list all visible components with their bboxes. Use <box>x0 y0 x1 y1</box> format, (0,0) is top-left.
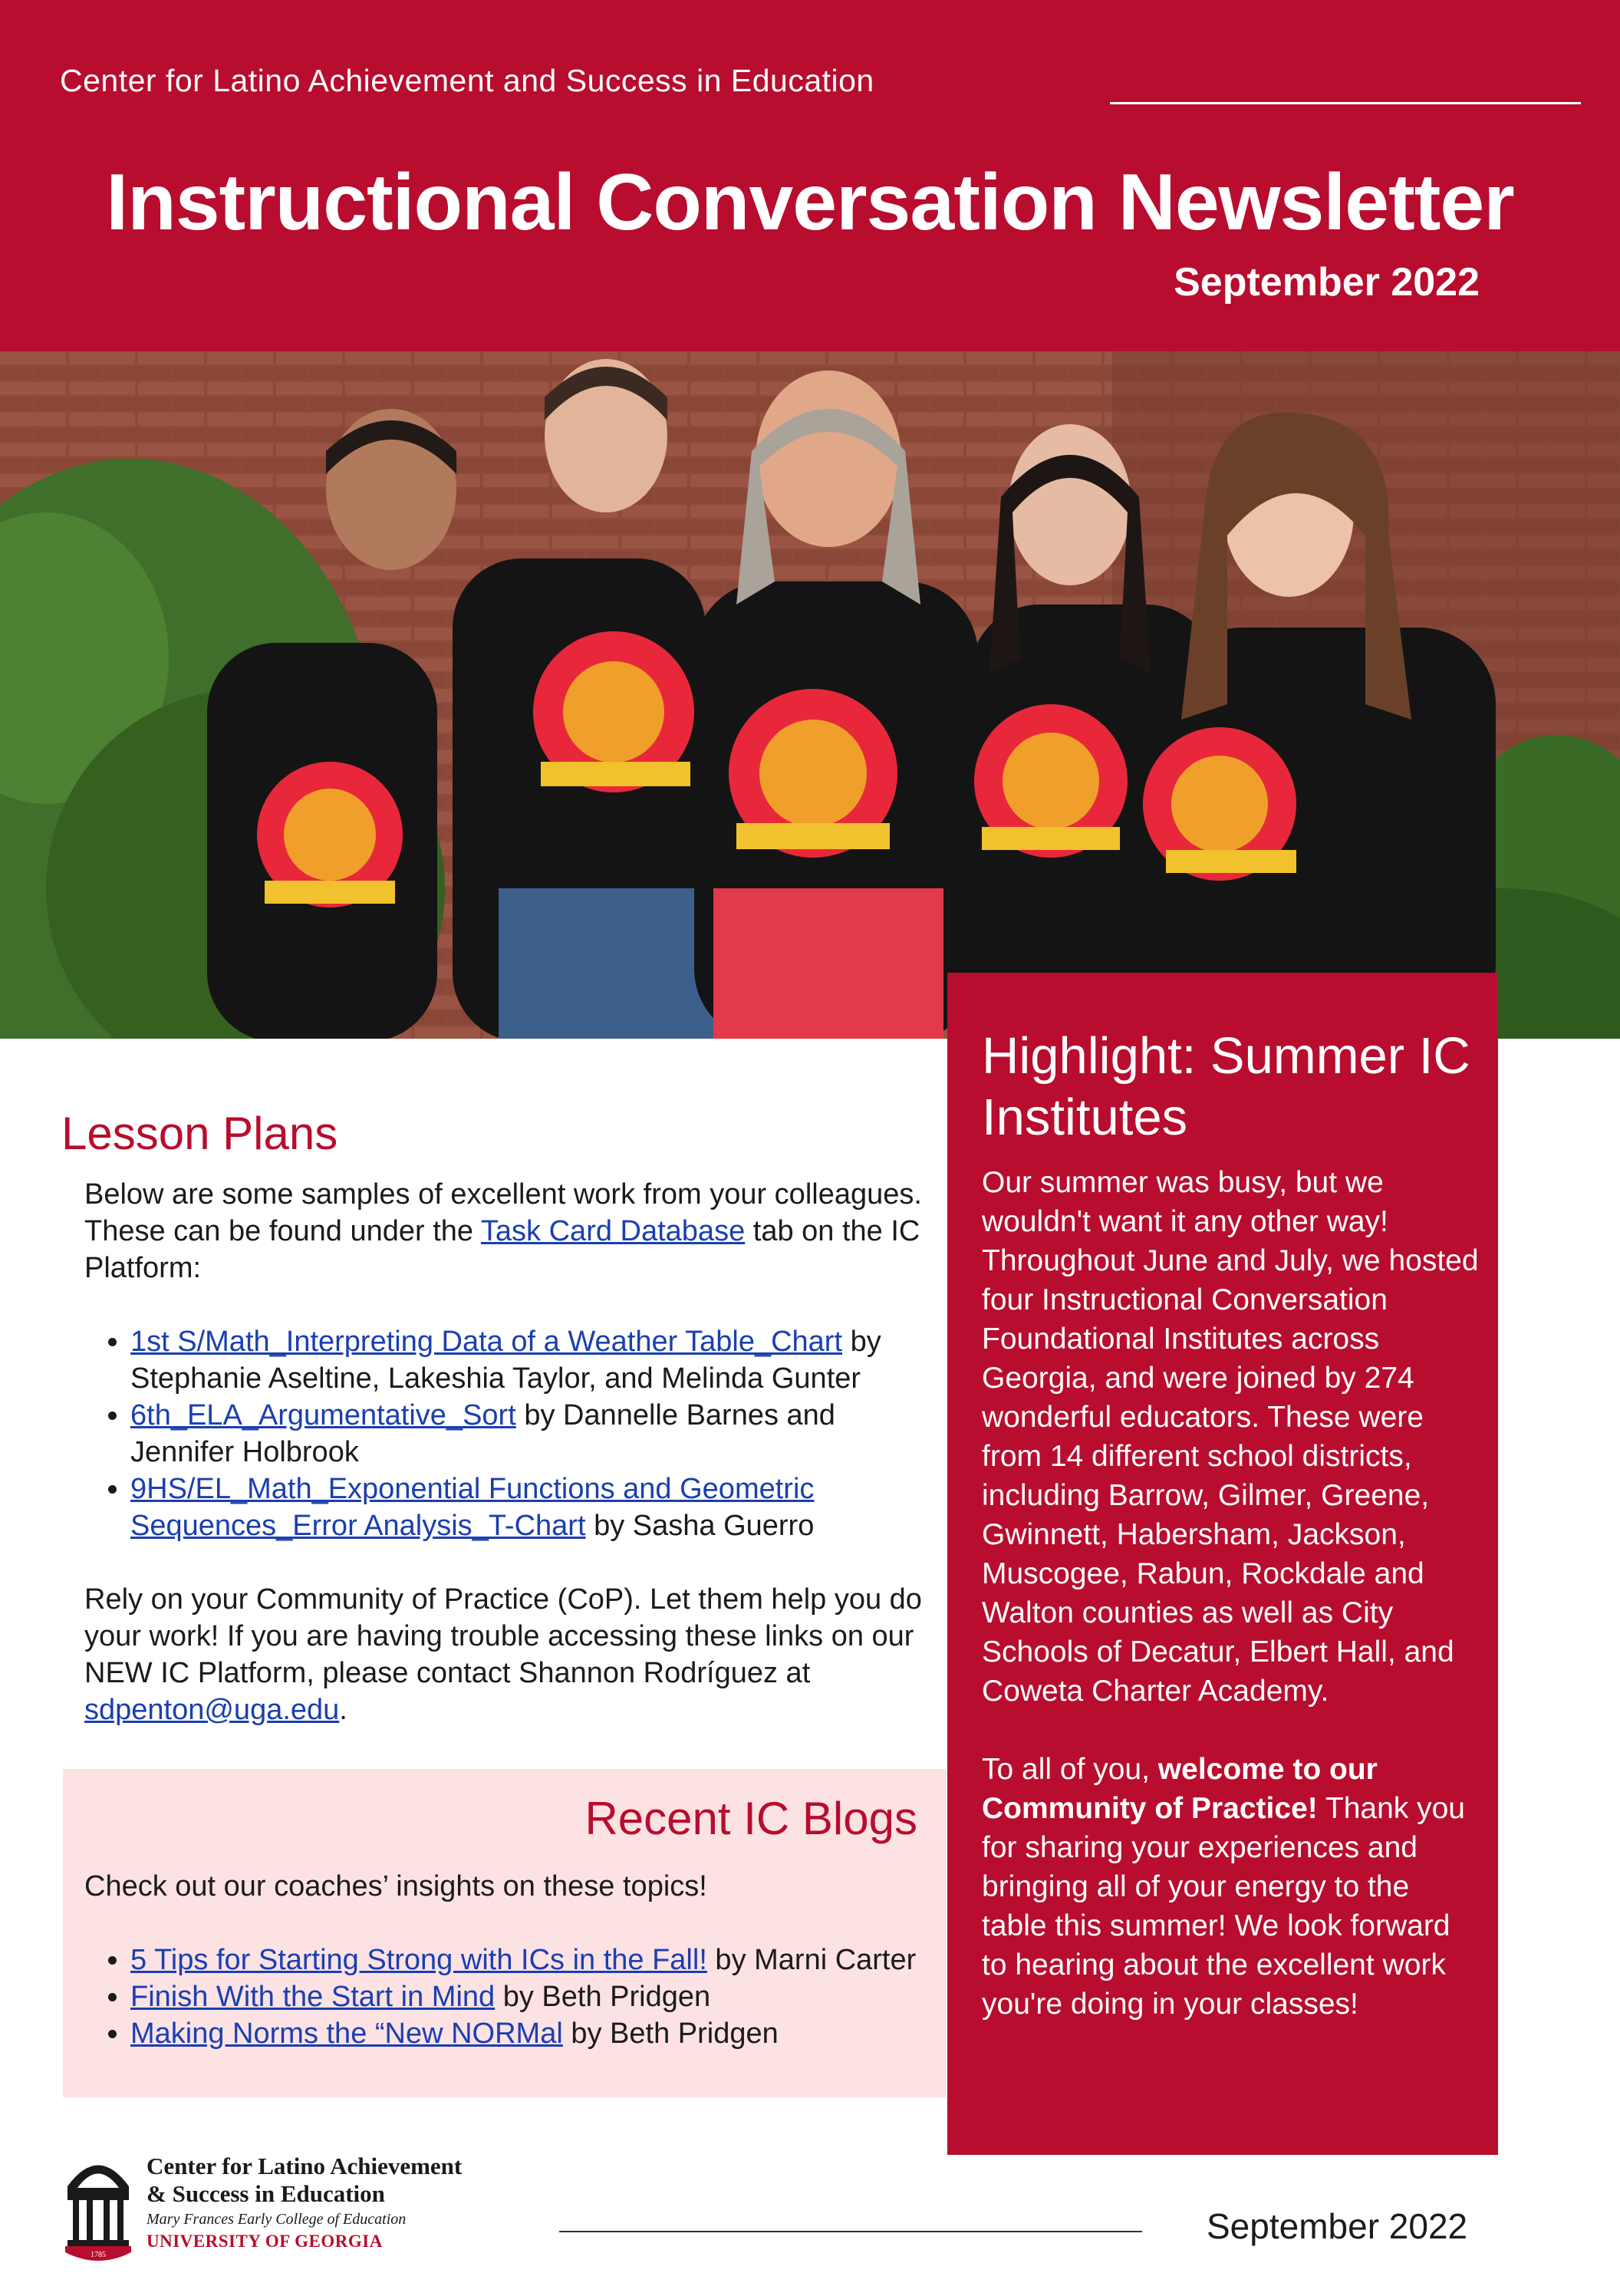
recent-blogs-intro: Check out our coaches’ insights on these topics! <box>84 1870 707 1902</box>
highlight-heading: Highlight: Summer IC Institutes <box>982 1027 1470 1146</box>
logo-wordmark <box>147 2153 576 2252</box>
recent-blogs-list <box>130 1942 916 2052</box>
lesson-plan-link[interactable]: 6th_ELA_Argumentative_Sort <box>130 1399 516 1431</box>
highlight-paragraph-1: Our summer was busy, but we wouldn't want it any other way! Throughout June and July, we hosted four Instructional Conversation Foundational Institutes across Georgia, and were joined by 274 wonderful educators. These were from 14 different school districts, including Barrow, Gilmer, Greene, Gwinnett, Habersham, Jackson, Muscogee, Rabun, Rockdale and Walton counties as well as City Schools of Decatur, Elbert Hall, and Coweta Charter Academy. <box>982 1166 1479 1708</box>
task-card-database-link[interactable]: Task Card Database <box>480 1215 746 1247</box>
recent-blogs-heading: Recent IC Blogs <box>584 1793 917 1844</box>
lesson-plans-intro <box>84 1176 928 1286</box>
logo-line-1: Center for Latino Achievement <box>147 2153 463 2179</box>
paragraph-2-end: Thank you for sharing your experiences and bringing all of your energy to the table this summer! We look forward to hearing about the excellent work you're doing in your classes! <box>982 1792 1465 2021</box>
header-divider <box>1110 102 1581 104</box>
highlight-sidebar <box>947 973 1498 2155</box>
blog-link[interactable]: Finish With the Start in Mind <box>130 1981 496 2013</box>
group-photo <box>0 351 1620 1039</box>
lesson-plans-list <box>84 1323 928 1544</box>
footer-date: September 2022 <box>1207 2206 1468 2246</box>
cop-end: . <box>339 1694 347 1726</box>
newsletter-header <box>0 0 1620 351</box>
highlight-body <box>982 1163 1480 2063</box>
list-item <box>130 1397 928 1471</box>
arch-logo-icon <box>64 2148 133 2263</box>
paragraph-2-start: To all of you, <box>982 1753 1158 1786</box>
lesson-plan-authors: by Sasha Guerro <box>585 1510 815 1542</box>
footer-divider <box>559 2231 1142 2232</box>
list-item <box>130 1471 928 1544</box>
blog-author: by Beth Pridgen <box>495 1981 711 2013</box>
list-item <box>130 1323 928 1397</box>
list-item <box>130 2015 916 2052</box>
uga-clase-logo <box>64 2148 463 2267</box>
list-item <box>130 1978 916 2015</box>
logo-line-2: & Success in Education <box>147 2180 385 2207</box>
lesson-plans-section <box>84 1176 928 1765</box>
contact-email-link[interactable]: sdpenton@uga.edu <box>84 1694 340 1726</box>
logo-line-3: Mary Frances Early College of Education <box>147 2211 407 2228</box>
blog-author: by Marni Carter <box>706 1944 917 1976</box>
list-item <box>130 1942 916 1978</box>
intro-text-start: Below are some samples of excellent work from your colleagues. These can be found under the <box>84 1178 922 1247</box>
cop-text: Rely on your Community of Practice (CoP). Let them help you do your work! If you are having trouble accessing these links on our NEW IC Platform, please contact Shannon Rodríguez at <box>84 1583 922 1689</box>
community-of-practice-note <box>84 1581 928 1728</box>
logo-line-4: UNIVERSITY OF GEORGIA <box>147 2232 383 2251</box>
intro-text-end: tab on the IC Platform: <box>84 1215 920 1284</box>
newsletter-title: Instructional Conversation Newsletter <box>106 158 1514 247</box>
paragraph-2-bold: welcome to our Community of Practice! <box>982 1753 1378 1825</box>
logo-year: 1785 <box>91 2251 106 2259</box>
highlight-paragraph-2 <box>982 1750 1480 2024</box>
group-photo-illustration <box>0 351 1620 1039</box>
lesson-plan-authors: by Stephanie Aseltine, Lakeshia Taylor, and Melinda Gunter <box>130 1326 881 1395</box>
blog-link[interactable]: Making Norms the “New NORMal <box>130 2018 563 2050</box>
lesson-plan-authors: by Dannelle Barnes and Jennifer Holbrook <box>130 1399 835 1468</box>
header-date: September 2022 <box>1174 260 1480 305</box>
blog-author: by Beth Pridgen <box>562 2018 779 2050</box>
lesson-plan-link[interactable]: 9HS/EL_Math_Exponential Functions and Geometric Sequences_Error Analysis_T-Chart <box>130 1473 815 1542</box>
blog-link[interactable]: 5 Tips for Starting Strong with ICs in the Fall! <box>130 1944 707 1976</box>
lesson-plans-heading: Lesson Plans <box>61 1108 338 1159</box>
lesson-plan-link[interactable]: 1st S/Math_Interpreting Data of a Weather Table_Chart <box>130 1326 843 1358</box>
organization-name: Center for Latino Achievement and Success in Education <box>60 63 874 98</box>
recent-blogs-box <box>63 1769 947 2097</box>
